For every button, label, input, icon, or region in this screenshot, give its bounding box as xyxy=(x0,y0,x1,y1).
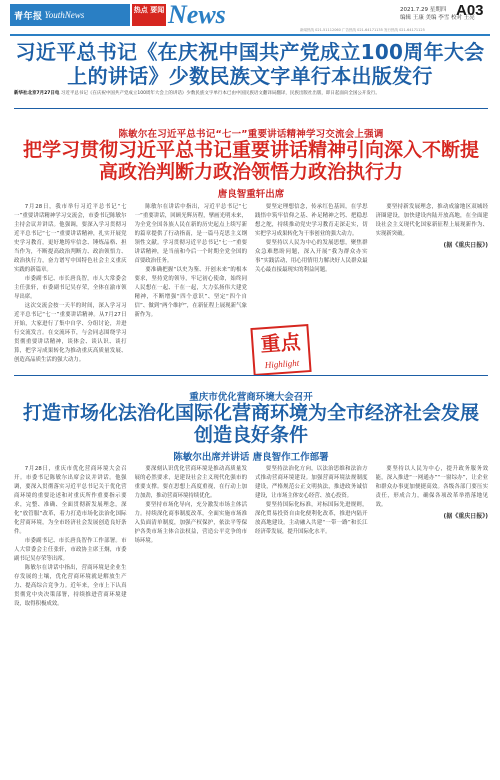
article2-column xyxy=(14,465,127,765)
article1-paragraph: 陈敏尔在讲话中指出，习近平总书记“七一”重要讲话，回顾光辉历程，擘画光明未来，为全党全国各族人民在新的历史起点上续写新的篇章提供了行动指南，是一篇马克思主义纲领性文献。学习贯彻习近平总书记“七一”重要讲话精神，是当前和今后一个时期全党全国的首要政治任务。 xyxy=(134,204,247,264)
highlight-stamp xyxy=(250,324,311,376)
article1-headline: 把学习贯彻习近平总书记重要讲话精神引向深入不断提高政治判断力政治领悟力政治执行力 xyxy=(22,139,479,183)
contact-lines: 新闻热线 021-51112060 广告热线 021-64171135 发行热线 021-64171125 xyxy=(300,28,425,32)
section-divider xyxy=(14,108,488,109)
highlight-stamp-text-en: Highlight xyxy=(264,357,300,371)
lead-headline: 习近平总书记《在庆祝中国共产党成立100周年大会上的讲话》少数民族文字单行本出版发行 xyxy=(15,40,485,88)
article2-column xyxy=(255,465,368,765)
article1-column xyxy=(135,203,248,373)
lead-caption-source: 新华社北京7月27日电 xyxy=(14,91,60,96)
lead-caption xyxy=(14,90,488,97)
article2-paragraph: 要坚持国际化标准，对标国际先进规则，深化贸易投资自由化便利化改革，推进内陆开放高地建设，主动融入共建“一带一路”和长江经济带发展，提升国际化水平。 xyxy=(255,502,368,535)
issue-date: 2021.7.29 星期四 xyxy=(400,7,447,13)
newspaper-logo xyxy=(10,4,130,26)
article2-paragraph: 要坚持以人民为中心，提升政务服务效能，深入推进“一网通办”“一窗综办”，让企业和群众办事更加便捷高效。各级各部门要压实责任，形成合力，确保各项改革举措落地见效。 xyxy=(375,466,488,508)
masthead-divider xyxy=(10,34,490,36)
article1-paragraph: 要坚定理想信念，传承红色基因，在学思践悟中筑牢信仰之基、补足精神之钙、把稳思想之舵，持续推动党史学习教育走深走实，切实把学习成果转化为干事创业的强大动力。 xyxy=(255,204,368,237)
article2-paragraph: 要坚持法治化方向，以法治思维和法治方式推动营商环境建设。加强营商环境法规制度建设，严格规范公正文明执法，推进政务诚信建设，让市场主体安心经营、放心投资。 xyxy=(255,466,368,499)
article2-paragraph: 陈敏尔在讲话中指出，营商环境是企业生存发展的土壤，优化营商环境就是解放生产力、提高综合竞争力。近年来，全市上下认真贯彻党中央决策部署，持续推进营商环境建设，取得积极成效。 xyxy=(14,565,127,607)
article2-column xyxy=(376,465,489,765)
article2-paragraph: 要深刻认识优化营商环境是推动高质量发展的必然要求，是建设社会主义现代化强市的重要支撑。要在思想上高度重视，在行动上加力加劲，推动营商环境持续优化。 xyxy=(134,466,247,499)
section-title: News xyxy=(168,0,226,29)
section-divider xyxy=(14,375,488,376)
brand-name: 青年报 xyxy=(14,11,43,22)
article1-paragraph: 这次交流会按一天半的时间，深入学习习近平总书记“七一”重要讲话精神。从7月27日开始，大家进行了集中自学、分组讨论，并进行交流发言。在交流环节，与会同志围绕学习贯彻重要讲话精神，谈体会、谈认识、谈打算，把学习成果转化为推动重庆高质量发展、创造高品质生活的强大动力。 xyxy=(14,303,127,363)
article1-column xyxy=(376,203,489,373)
article2-byline: 陈敏尔出席并讲话 唐良智作工作部署 xyxy=(173,452,329,463)
article1-kicker: 陈敏尔在习近平总书记“七一”重要讲话精神学习交流会上强调 xyxy=(118,129,384,140)
article2-paragraph: 7月28日，重庆市优化营商环境大会召开。市委书记陈敏尔出席会议并讲话。他强调，要深入贯彻落实习近平总书记关于优化营商环境的重要论述和对重庆所作重要指示要求，完整、准确、全面贯彻新发展理念，深化“放管服”改革，着力打造市场化法治化国际化营商环境，为全市经济社会发展创造良好条件。 xyxy=(14,466,127,535)
brand-name-en: YouthNews xyxy=(44,10,85,20)
page-number: A03 xyxy=(456,2,484,19)
editor-credits: 编辑 王康 美编 李雪 校对 王亮 xyxy=(400,15,475,21)
article1-paragraph: 市委副书记、市长唐良智，市人大常委会主任张轩，市委副书记吴存荣，全体在渝市领导出席。 xyxy=(14,276,127,300)
article1-byline: 唐良智重轩出席 xyxy=(217,189,285,200)
article2-paragraph: 要坚持市场化导向，充分激发市场主体活力。持续深化商事制度改革，全面实施市场准入负面清单制度，加强产权保护，依法平等保护各类市场主体合法权益，营造公平竞争的市场环境。 xyxy=(134,502,247,544)
masthead xyxy=(0,0,500,36)
lead-caption-text: 习近平总书记《在庆祝中国共产党成立100周年大会上的讲话》少数民族文字单行本已由中国民族语文翻译局翻译，民族出版社出版，即日起面向全国公开发行。 xyxy=(60,91,380,96)
article1-paragraph: 要准确把握“以史为鉴、开创未来”的根本要求，坚持党的领导，牢记初心使命，始终同人民想在一起、干在一起，大力弘扬伟大建党精神，不断增强“四个意识”、坚定“四个自信”、做到“两个维护”，在新征程上展现新气象新作为。 xyxy=(134,267,247,318)
article1-source: (据《重庆日报》) xyxy=(443,242,488,249)
section-badge: 热点 要闻 xyxy=(132,4,166,26)
article1-paragraph: 7月28日，我市举行习近平总书记“七一”重要讲话精神学习交流会，市委书记陈敏尔主持会议并讲话。他强调，要深入学习贯彻习近平总书记“七一”重要讲话精神，扎实开展党史学习教育，更好地铸牢信念、锤炼品格、担当作为，不断提高政治判断力、政治领悟力、政治执行力，奋力谱写中国特色社会主义重庆实践的新篇章。 xyxy=(14,204,127,273)
article2-source: (据《重庆日报》) xyxy=(443,513,488,520)
article2-headline: 打造市场化法治化国际化营商环境为全市经济社会发展创造良好条件 xyxy=(22,402,479,446)
article2-paragraph: 市委副书记、市长唐良智作工作部署。市人大常委会主任张轩，市政协主席王炯，市委副书记吴存荣等出席。 xyxy=(14,538,127,562)
article2-body xyxy=(14,465,488,765)
article1-paragraph: 要坚持新发展理念，推动成渝地区双城经济圈建设，加快建设内陆开放高地，在全面建设社会主义现代化国家新征程上展现新作为、实现新突破。 xyxy=(375,204,488,237)
article2-column xyxy=(135,465,248,765)
article2-kicker: 重庆市优化营商环境大会召开 xyxy=(189,392,313,403)
article1-paragraph: 要坚持以人民为中心的发展思想，聚焦群众急难愁盼问题，深入开展“我为群众办实事”实践活动，用心用情用力解决好人民群众最关心最直接最现实的利益问题。 xyxy=(255,240,368,273)
highlight-stamp-text: 重点 xyxy=(259,329,302,357)
article1-column xyxy=(14,203,127,373)
